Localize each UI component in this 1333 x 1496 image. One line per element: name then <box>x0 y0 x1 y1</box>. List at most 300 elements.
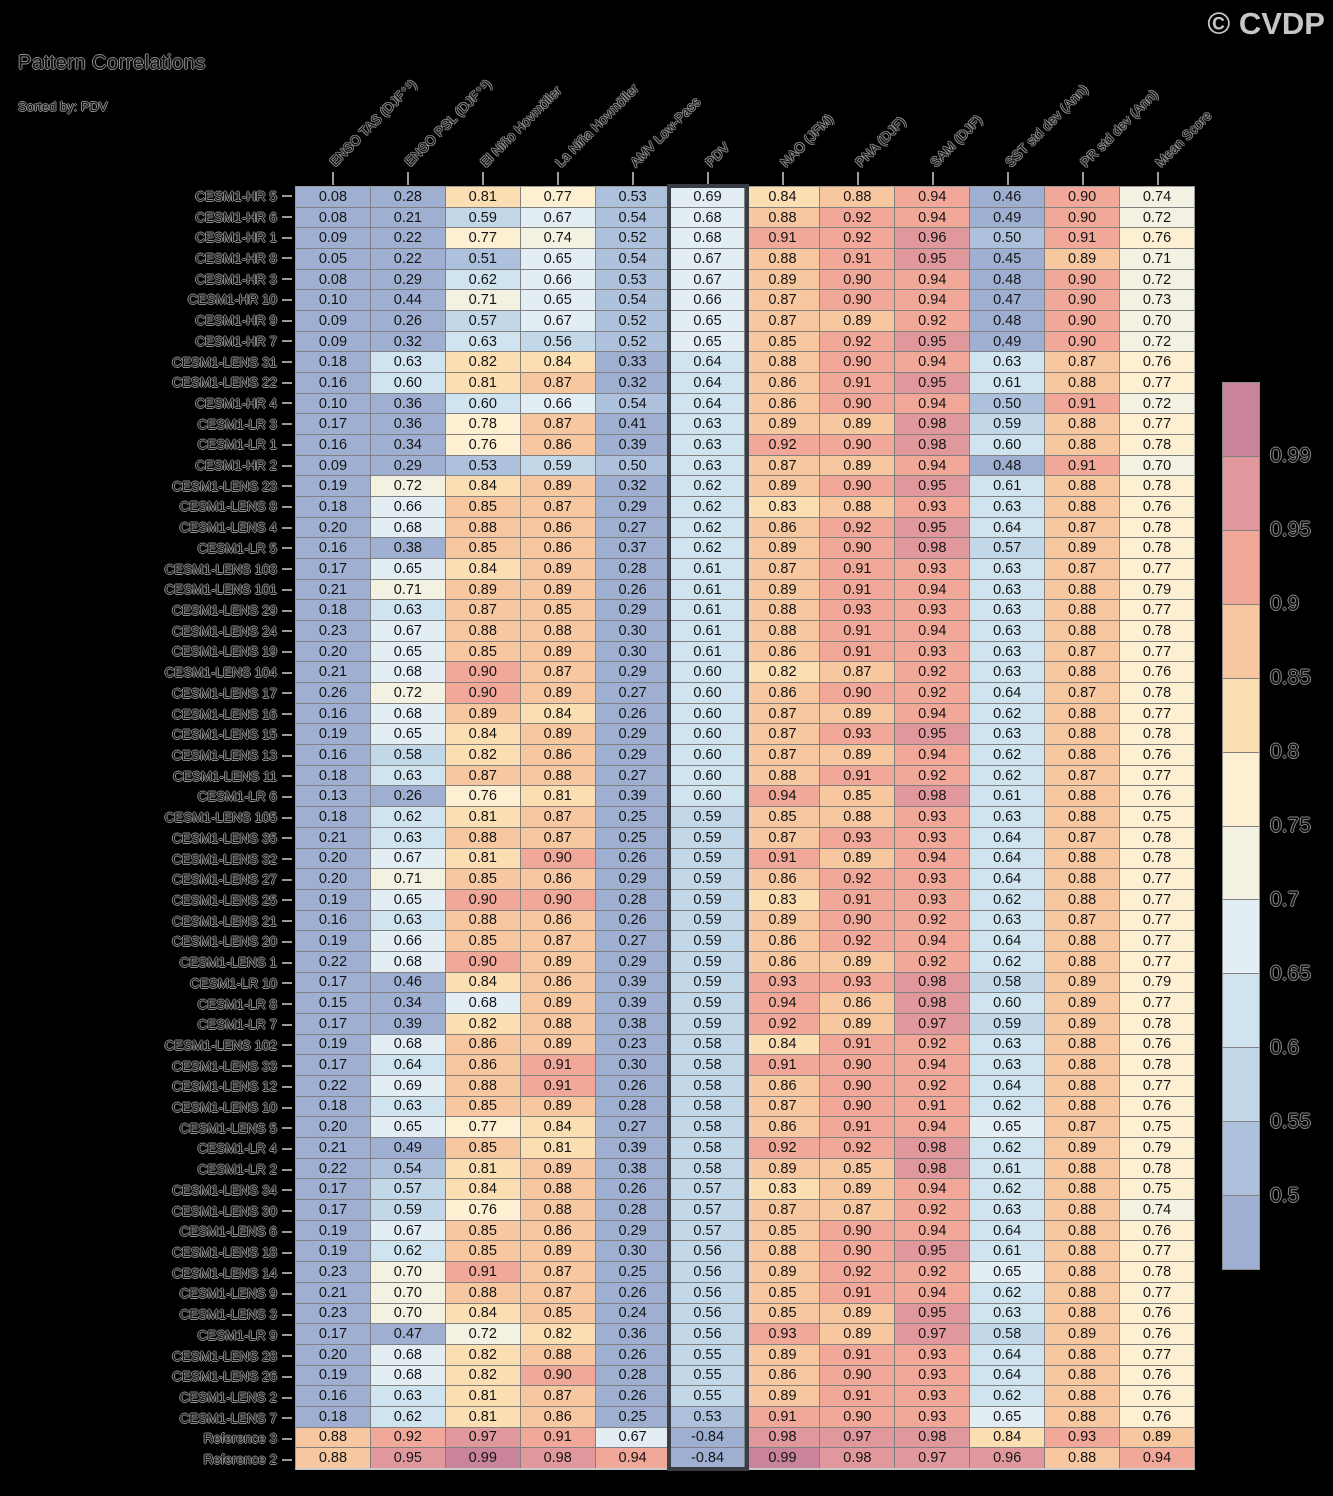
heatmap-cell: 0.86 <box>745 373 819 393</box>
heatmap-cell: 0.87 <box>820 662 894 682</box>
heatmap-grid <box>295 186 1195 1470</box>
heatmap-cell: 0.65 <box>521 249 595 269</box>
row-label: CESM1-HR 5 <box>195 188 277 204</box>
heatmap-cell: 0.76 <box>1120 1386 1194 1406</box>
heatmap-cell: 0.16 <box>296 435 370 455</box>
heatmap-cell: 0.92 <box>745 435 819 455</box>
row-label: CESM1-LENS 3 <box>179 1307 277 1323</box>
heatmap-cell: 0.25 <box>596 807 670 827</box>
heatmap-cell: 0.89 <box>745 580 819 600</box>
heatmap-cell: 0.88 <box>1045 745 1119 765</box>
heatmap-cell: 0.23 <box>296 621 370 641</box>
heatmap-cell: 0.21 <box>296 1138 370 1158</box>
heatmap-cell: 0.87 <box>1045 828 1119 848</box>
heatmap-cell: 0.27 <box>596 766 670 786</box>
heatmap-cell: 0.63 <box>371 352 445 372</box>
heatmap-cell: 0.88 <box>820 497 894 517</box>
heatmap-cell: 0.91 <box>820 1386 894 1406</box>
heatmap-cell: 0.28 <box>596 1200 670 1220</box>
heatmap-cell: 0.74 <box>1120 1200 1194 1220</box>
heatmap-cell: 0.28 <box>596 1097 670 1117</box>
heatmap-cell: 0.93 <box>895 1407 969 1427</box>
heatmap-cell: 0.54 <box>371 1159 445 1179</box>
heatmap-cell: 0.88 <box>446 1283 520 1303</box>
heatmap-cell: 0.97 <box>895 1014 969 1034</box>
heatmap-cell: 0.88 <box>1045 1304 1119 1324</box>
heatmap-cell: 0.25 <box>596 1262 670 1282</box>
heatmap-cell: 0.87 <box>745 828 819 848</box>
heatmap-cell: 0.54 <box>596 249 670 269</box>
row-tick <box>282 796 292 798</box>
colorbar <box>1222 382 1260 1270</box>
heatmap-cell: 0.93 <box>895 869 969 889</box>
row-tick <box>282 485 292 487</box>
heatmap-cell: 0.57 <box>446 311 520 331</box>
heatmap-cell: 0.81 <box>521 786 595 806</box>
heatmap-cell: 0.92 <box>895 662 969 682</box>
column-header: Mean Score <box>1151 107 1214 170</box>
heatmap-cell: 0.84 <box>745 1035 819 1055</box>
heatmap-cell: 0.05 <box>296 249 370 269</box>
heatmap-cell: 0.84 <box>446 559 520 579</box>
row-label: CESM1-LR 2 <box>197 1162 277 1178</box>
heatmap-cell: 0.76 <box>1120 745 1194 765</box>
heatmap-cell: 0.77 <box>1120 869 1194 889</box>
row-tick <box>282 941 292 943</box>
heatmap-cell: 0.75 <box>1120 1179 1194 1199</box>
row-tick <box>282 1127 292 1129</box>
heatmap-cell: 0.62 <box>671 497 745 517</box>
heatmap-cell: 0.94 <box>745 993 819 1013</box>
heatmap-cell: 0.77 <box>1120 1241 1194 1261</box>
heatmap-cell: 0.87 <box>521 497 595 517</box>
heatmap-cell: 0.62 <box>970 1386 1044 1406</box>
row-tick <box>282 1397 292 1399</box>
heatmap-cell: -0.84 <box>671 1428 745 1448</box>
heatmap-cell: 0.88 <box>1045 724 1119 744</box>
heatmap-cell: 0.64 <box>371 1055 445 1075</box>
heatmap-cell: 0.29 <box>596 724 670 744</box>
heatmap-cell: 0.88 <box>1045 1076 1119 1096</box>
heatmap-cell: 0.88 <box>1045 621 1119 641</box>
heatmap-cell: 0.82 <box>446 352 520 372</box>
heatmap-cell: 0.99 <box>446 1448 520 1468</box>
row-label: CESM1-LENS 17 <box>171 685 277 701</box>
heatmap-cell: 0.92 <box>895 1076 969 1096</box>
heatmap-cell: 0.89 <box>1045 973 1119 993</box>
heatmap-cell: 0.78 <box>1120 1159 1194 1179</box>
heatmap-cell: 0.85 <box>446 642 520 662</box>
row-tick <box>282 1438 292 1440</box>
heatmap-cell: 0.88 <box>521 1179 595 1199</box>
heatmap-cell: 0.87 <box>521 1386 595 1406</box>
heatmap-cell: 0.56 <box>671 1324 745 1344</box>
heatmap-cell: 0.76 <box>1120 497 1194 517</box>
heatmap-cell: 0.85 <box>446 931 520 951</box>
heatmap-cell: 0.85 <box>820 786 894 806</box>
column-header: PR std dev (Ann) <box>1076 86 1161 170</box>
heatmap-cell: 0.93 <box>820 973 894 993</box>
row-label: CESM1-LR 3 <box>197 416 277 432</box>
row-label: CESM1-LENS 27 <box>171 872 277 888</box>
heatmap-cell: 0.93 <box>895 1345 969 1365</box>
row-tick <box>282 402 292 404</box>
heatmap-cell: 0.95 <box>895 476 969 496</box>
heatmap-cell: 0.63 <box>371 911 445 931</box>
heatmap-cell: 0.26 <box>596 1283 670 1303</box>
heatmap-cell: 0.59 <box>671 849 745 869</box>
heatmap-cell: 0.90 <box>1045 208 1119 228</box>
column-tick <box>782 172 784 185</box>
heatmap-cell: 0.87 <box>521 1262 595 1282</box>
heatmap-cell: 0.85 <box>446 497 520 517</box>
row-label: CESM1-LENS 34 <box>171 1182 277 1198</box>
heatmap-cell: 0.89 <box>820 849 894 869</box>
heatmap-cell: 0.89 <box>745 1345 819 1365</box>
row-label: CESM1-HR 10 <box>187 292 277 308</box>
heatmap-cell: 0.58 <box>671 1097 745 1117</box>
heatmap-cell: 0.94 <box>895 704 969 724</box>
heatmap-cell: 0.66 <box>371 497 445 517</box>
heatmap-cell: 0.24 <box>596 1304 670 1324</box>
heatmap-cell: 0.88 <box>745 766 819 786</box>
heatmap-cell: 0.91 <box>521 1055 595 1075</box>
heatmap-cell: 0.08 <box>296 270 370 290</box>
heatmap-cell: 0.62 <box>970 1283 1044 1303</box>
heatmap-cell: 0.56 <box>521 332 595 352</box>
heatmap-cell: 0.66 <box>521 394 595 414</box>
column-tick <box>482 172 484 185</box>
row-label: CESM1-HR 6 <box>195 209 277 225</box>
row-tick <box>282 630 292 632</box>
heatmap-cell: 0.88 <box>745 600 819 620</box>
heatmap-cell: 0.22 <box>371 249 445 269</box>
row-tick <box>282 817 292 819</box>
heatmap-cell: 0.17 <box>296 1200 370 1220</box>
heatmap-cell: 0.89 <box>820 952 894 972</box>
heatmap-cell: 0.87 <box>446 600 520 620</box>
heatmap-cell: 0.61 <box>970 1159 1044 1179</box>
heatmap-cell: 0.90 <box>820 683 894 703</box>
heatmap-cell: 0.90 <box>446 683 520 703</box>
row-label: CESM1-LENS 4 <box>179 520 277 536</box>
heatmap-cell: 0.86 <box>521 1221 595 1241</box>
row-tick <box>282 1044 292 1046</box>
heatmap-cell: 0.86 <box>745 931 819 951</box>
heatmap-cell: 0.55 <box>671 1386 745 1406</box>
row-tick <box>282 465 292 467</box>
heatmap-cell: 0.76 <box>1120 228 1194 248</box>
heatmap-cell: 0.98 <box>895 538 969 558</box>
heatmap-cell: 0.93 <box>895 600 969 620</box>
row-tick <box>282 547 292 549</box>
heatmap-cell: 0.29 <box>596 662 670 682</box>
heatmap-cell: 0.64 <box>671 352 745 372</box>
heatmap-cell: 0.16 <box>296 911 370 931</box>
heatmap-cell: 0.49 <box>970 208 1044 228</box>
heatmap-cell: 0.68 <box>371 1366 445 1386</box>
heatmap-cell: 0.89 <box>820 745 894 765</box>
heatmap-cell: 0.25 <box>596 1407 670 1427</box>
colorbar-segment <box>1223 605 1259 678</box>
heatmap-cell: 0.75 <box>1120 1117 1194 1137</box>
colorbar-segment <box>1223 900 1259 973</box>
heatmap-cell: 0.93 <box>895 828 969 848</box>
heatmap-cell: 0.30 <box>596 1055 670 1075</box>
heatmap-cell: 0.36 <box>371 414 445 434</box>
heatmap-cell: 0.98 <box>521 1448 595 1468</box>
heatmap-cell: 0.92 <box>820 869 894 889</box>
heatmap-cell: 0.76 <box>446 786 520 806</box>
heatmap-cell: 0.23 <box>596 1035 670 1055</box>
row-label: CESM1-LENS 11 <box>172 768 277 784</box>
heatmap-cell: 0.68 <box>371 662 445 682</box>
column-ticks <box>295 172 1195 185</box>
heatmap-cell: 0.64 <box>970 1345 1044 1365</box>
heatmap-cell: 0.89 <box>446 580 520 600</box>
row-labels <box>0 186 293 1470</box>
heatmap-cell: 0.68 <box>371 704 445 724</box>
heatmap-cell: 0.93 <box>895 642 969 662</box>
colorbar-segment <box>1223 679 1259 752</box>
heatmap-cell: 0.88 <box>446 911 520 931</box>
heatmap-cell: 0.36 <box>596 1324 670 1344</box>
heatmap-cell: 0.88 <box>1045 476 1119 496</box>
row-label: CESM1-LENS 12 <box>171 1079 277 1095</box>
heatmap-cell: 0.60 <box>371 373 445 393</box>
row-tick <box>282 361 292 363</box>
heatmap-cell: 0.89 <box>820 704 894 724</box>
heatmap-cell: 0.38 <box>371 538 445 558</box>
heatmap-cell: 0.87 <box>745 311 819 331</box>
heatmap-cell: 0.91 <box>820 890 894 910</box>
heatmap-cell: 0.27 <box>596 518 670 538</box>
heatmap-cell: 0.94 <box>895 1221 969 1241</box>
heatmap-cell: 0.93 <box>745 1324 819 1344</box>
heatmap-cell: 0.92 <box>895 766 969 786</box>
column-header: PNA (DJF) <box>851 113 909 170</box>
heatmap-cell: 0.27 <box>596 931 670 951</box>
heatmap-cell: 0.60 <box>671 683 745 703</box>
heatmap-cell: 0.86 <box>745 952 819 972</box>
heatmap-cell: 0.38 <box>596 1014 670 1034</box>
heatmap-cell: 0.88 <box>1045 1448 1119 1468</box>
row-tick <box>282 527 292 529</box>
heatmap-cell: 0.86 <box>521 435 595 455</box>
row-label: CESM1-LENS 8 <box>179 499 277 515</box>
heatmap-cell: 0.94 <box>895 394 969 414</box>
heatmap-cell: 0.88 <box>1045 1200 1119 1220</box>
heatmap-cell: 0.88 <box>521 621 595 641</box>
row-label: CESM1-HR 3 <box>195 271 277 287</box>
row-tick <box>282 1065 292 1067</box>
heatmap-cell: 0.90 <box>820 1366 894 1386</box>
colorbar-segment <box>1223 457 1259 530</box>
row-label: CESM1-LR 1 <box>197 437 277 453</box>
colorbar-segment <box>1223 827 1259 900</box>
heatmap-cell: 0.86 <box>745 394 819 414</box>
heatmap-cell: 0.89 <box>521 993 595 1013</box>
column-tick <box>932 172 934 185</box>
heatmap-cell: 0.86 <box>745 1366 819 1386</box>
heatmap-cell: 0.86 <box>521 538 595 558</box>
heatmap-cell: 0.62 <box>970 1179 1044 1199</box>
heatmap-cell: 0.77 <box>1120 1283 1194 1303</box>
heatmap-cell: 0.65 <box>371 724 445 744</box>
heatmap-cell: 0.77 <box>446 228 520 248</box>
row-tick <box>282 444 292 446</box>
heatmap-cell: 0.92 <box>895 1262 969 1282</box>
heatmap-cell: 0.49 <box>970 332 1044 352</box>
heatmap-cell: 0.29 <box>371 270 445 290</box>
heatmap-cell: 0.77 <box>1120 414 1194 434</box>
heatmap-cell: 0.10 <box>296 394 370 414</box>
heatmap-cell: 0.59 <box>671 1014 745 1034</box>
row-label: CESM1-LR 6 <box>197 789 277 805</box>
heatmap-cell: 0.39 <box>596 786 670 806</box>
row-label: CESM1-HR 9 <box>195 313 277 329</box>
heatmap-cell: 0.89 <box>1045 993 1119 1013</box>
heatmap-cell: 0.63 <box>970 662 1044 682</box>
cvdp-watermark: © CVDP <box>1207 6 1325 41</box>
heatmap-cell: 0.92 <box>895 1035 969 1055</box>
heatmap-cell: 0.86 <box>521 745 595 765</box>
heatmap-cell: 0.77 <box>1120 704 1194 724</box>
heatmap-cell: 0.61 <box>970 476 1044 496</box>
heatmap-cell: 0.62 <box>970 1097 1044 1117</box>
heatmap-cell: 0.63 <box>671 456 745 476</box>
colorbar-segment <box>1223 753 1259 826</box>
heatmap-cell: 0.68 <box>371 1035 445 1055</box>
heatmap-cell: 0.63 <box>371 828 445 848</box>
heatmap-cell: 0.92 <box>895 683 969 703</box>
heatmap-cell: 0.72 <box>1120 270 1194 290</box>
heatmap-cell: 0.94 <box>895 270 969 290</box>
row-tick <box>282 506 292 508</box>
column-headers <box>295 0 1214 170</box>
heatmap-cell: 0.89 <box>820 1304 894 1324</box>
row-tick <box>282 899 292 901</box>
heatmap-cell: 0.30 <box>596 1241 670 1261</box>
heatmap-cell: 0.93 <box>895 497 969 517</box>
colorbar-tick-label: 0.5 <box>1270 1184 1300 1207</box>
heatmap-cell: 0.48 <box>970 456 1044 476</box>
heatmap-cell: 0.23 <box>296 1262 370 1282</box>
heatmap-cell: 0.63 <box>970 600 1044 620</box>
heatmap-cell: 0.90 <box>820 1241 894 1261</box>
heatmap-cell: 0.63 <box>970 559 1044 579</box>
heatmap-cell: 0.58 <box>371 745 445 765</box>
row-tick <box>282 755 292 757</box>
heatmap-cell: 0.19 <box>296 476 370 496</box>
heatmap-cell: 0.76 <box>1120 1035 1194 1055</box>
page-title: Pattern Correlations <box>18 52 206 74</box>
heatmap-cell: 0.32 <box>371 332 445 352</box>
heatmap-cell: 0.17 <box>296 414 370 434</box>
heatmap-cell: 0.60 <box>970 993 1044 1013</box>
row-tick <box>282 1003 292 1005</box>
heatmap-cell: 0.17 <box>296 559 370 579</box>
colorbar-tick-label: 0.9 <box>1270 592 1300 615</box>
heatmap-cell: 0.84 <box>521 352 595 372</box>
heatmap-cell: 0.74 <box>521 228 595 248</box>
heatmap-cell: 0.90 <box>1045 290 1119 310</box>
heatmap-cell: 0.92 <box>745 1138 819 1158</box>
heatmap-cell: 0.26 <box>596 849 670 869</box>
heatmap-cell: 0.59 <box>671 911 745 931</box>
heatmap-cell: 0.21 <box>371 208 445 228</box>
heatmap-cell: 0.26 <box>596 1076 670 1096</box>
heatmap-cell: 0.94 <box>895 580 969 600</box>
heatmap-cell: 0.95 <box>895 373 969 393</box>
heatmap-cell: 0.91 <box>745 1055 819 1075</box>
heatmap-cell: 0.88 <box>521 766 595 786</box>
heatmap-cell: 0.90 <box>521 890 595 910</box>
heatmap-cell: 0.76 <box>446 1200 520 1220</box>
row-tick <box>282 610 292 612</box>
heatmap-cell: 0.93 <box>820 828 894 848</box>
heatmap-cell: 0.61 <box>671 600 745 620</box>
heatmap-cell: 0.98 <box>895 1138 969 1158</box>
heatmap-cell: 0.47 <box>970 290 1044 310</box>
row-tick <box>282 1376 292 1378</box>
heatmap-cell: 0.72 <box>1120 332 1194 352</box>
heatmap-cell: 0.71 <box>371 580 445 600</box>
heatmap-cell: 0.20 <box>296 1117 370 1137</box>
heatmap-cell: 0.64 <box>970 849 1044 869</box>
heatmap-cell: 0.94 <box>895 187 969 207</box>
heatmap-cell: 0.63 <box>671 414 745 434</box>
heatmap-cell: 0.92 <box>820 332 894 352</box>
heatmap-cell: 0.29 <box>596 869 670 889</box>
colorbar-tick-label: 0.8 <box>1270 740 1300 763</box>
heatmap-cell: 0.84 <box>745 187 819 207</box>
row-tick <box>282 216 292 218</box>
heatmap-cell: 0.60 <box>446 394 520 414</box>
heatmap-cell: 0.63 <box>970 642 1044 662</box>
heatmap-cell: 0.79 <box>1120 580 1194 600</box>
heatmap-cell: 0.39 <box>596 993 670 1013</box>
heatmap-cell: 0.88 <box>1045 1055 1119 1075</box>
heatmap-cell: 0.48 <box>970 270 1044 290</box>
heatmap-cell: 0.94 <box>895 931 969 951</box>
row-label: CESM1-LENS 25 <box>171 892 277 908</box>
heatmap-cell: 0.19 <box>296 1221 370 1241</box>
heatmap-cell: 0.89 <box>820 1324 894 1344</box>
heatmap-cell: 0.18 <box>296 807 370 827</box>
heatmap-cell: 0.91 <box>820 373 894 393</box>
heatmap-cell: 0.60 <box>671 724 745 744</box>
heatmap-cell: 0.91 <box>820 249 894 269</box>
heatmap-cell: 0.88 <box>446 518 520 538</box>
heatmap-cell: 0.59 <box>970 1014 1044 1034</box>
heatmap-cell: 0.94 <box>895 745 969 765</box>
row-tick <box>282 1293 292 1295</box>
heatmap-cell: 0.66 <box>671 290 745 310</box>
colorbar-tick-label: 0.7 <box>1270 888 1300 911</box>
heatmap-cell: 0.88 <box>745 352 819 372</box>
heatmap-cell: 0.87 <box>1045 683 1119 703</box>
heatmap-cell: 0.57 <box>671 1179 745 1199</box>
heatmap-cell: 0.49 <box>371 1138 445 1158</box>
heatmap-cell: 0.17 <box>296 973 370 993</box>
heatmap-cell: 0.09 <box>296 332 370 352</box>
heatmap-cell: 0.72 <box>371 683 445 703</box>
heatmap-cell: -0.84 <box>671 1448 745 1468</box>
heatmap-cell: 0.19 <box>296 1366 370 1386</box>
heatmap-cell: 0.99 <box>745 1448 819 1468</box>
heatmap-cell: 0.67 <box>371 1221 445 1241</box>
